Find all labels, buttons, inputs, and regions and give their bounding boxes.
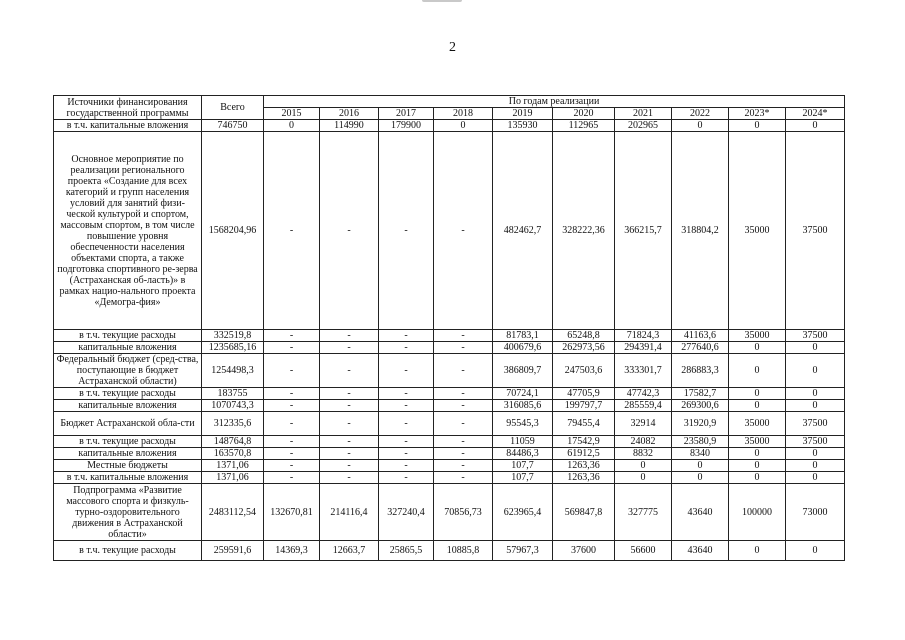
year-value: - [320,472,379,484]
row-label: Подпрограмма «Развитие массового спорта и физкуль-турно-оздоровительного движения в Астраханской области» [54,484,202,541]
header-year: 2015 [264,108,320,120]
year-value: - [320,330,379,342]
year-value: 0 [729,448,786,460]
year-value: 107,7 [493,460,553,472]
row-total: 1070743,3 [202,400,264,412]
year-value: - [379,388,434,400]
year-value: - [320,400,379,412]
header-year: 2016 [320,108,379,120]
year-value: 0 [786,400,845,412]
year-value: 0 [615,460,672,472]
year-value: 386809,7 [493,354,553,388]
year-value: 114990 [320,120,379,132]
year-value: 24082 [615,436,672,448]
row-total: 1371,06 [202,460,264,472]
year-value: 199797,7 [553,400,615,412]
year-value: - [434,354,493,388]
year-value: 0 [786,472,845,484]
year-value: - [379,460,434,472]
year-value: 61912,5 [553,448,615,460]
year-value: 0 [729,541,786,561]
row-total: 312335,6 [202,412,264,436]
year-value: 623965,4 [493,484,553,541]
table-row [54,436,845,448]
year-value: 400679,6 [493,342,553,354]
year-value: 37500 [786,132,845,330]
year-value: 0 [672,472,729,484]
year-value: 247503,6 [553,354,615,388]
year-value: 0 [729,460,786,472]
year-value: 328222,36 [553,132,615,330]
table-row [54,342,845,354]
year-value: - [320,132,379,330]
year-value: 107,7 [493,472,553,484]
row-total: 183755 [202,388,264,400]
year-value: 366215,7 [615,132,672,330]
year-value: - [320,354,379,388]
year-value: 327775 [615,484,672,541]
header-year: 2020 [553,108,615,120]
header-year: 2018 [434,108,493,120]
row-label: в т.ч. текущие расходы [54,541,202,561]
year-value: 0 [729,120,786,132]
year-value: 14369,3 [264,541,320,561]
page-number: 2 [449,40,456,55]
year-value: 316085,6 [493,400,553,412]
year-value: - [264,388,320,400]
financing-table [53,95,845,561]
row-total: 1371,06 [202,472,264,484]
year-value: 37500 [786,436,845,448]
table-row [54,460,845,472]
header-year: 2024* [786,108,845,120]
year-value: - [320,342,379,354]
year-value: 84486,3 [493,448,553,460]
year-value: 0 [786,448,845,460]
row-total: 2483112,54 [202,484,264,541]
year-value: 70856,73 [434,484,493,541]
year-value: 10885,8 [434,541,493,561]
row-label: Бюджет Астраханской обла-сти [54,412,202,436]
year-value: 100000 [729,484,786,541]
table-row [54,541,845,561]
row-total: 259591,6 [202,541,264,561]
year-value: 57967,3 [493,541,553,561]
year-value: - [264,342,320,354]
row-label: в т.ч. капитальные вложения [54,120,202,132]
year-value: - [320,388,379,400]
row-total: 1254498,3 [202,354,264,388]
year-value: 0 [786,460,845,472]
year-value: - [434,412,493,436]
year-value: 37500 [786,412,845,436]
table-row [54,400,845,412]
year-value: 95545,3 [493,412,553,436]
year-value: - [379,400,434,412]
year-value: 0 [615,472,672,484]
year-value: 179900 [379,120,434,132]
year-value: 47742,3 [615,388,672,400]
year-value: 269300,6 [672,400,729,412]
header-year: 2022 [672,108,729,120]
year-value: 0 [786,541,845,561]
year-value: 17542,9 [553,436,615,448]
year-value: 0 [786,354,845,388]
row-label: в т.ч. капитальные вложения [54,472,202,484]
year-value: 12663,7 [320,541,379,561]
year-value: - [320,448,379,460]
year-value: - [379,354,434,388]
year-value: - [320,460,379,472]
year-value: - [379,436,434,448]
year-value: 65248,8 [553,330,615,342]
year-value: 71824,3 [615,330,672,342]
year-value: 0 [729,400,786,412]
year-value: - [264,132,320,330]
year-value: 262973,56 [553,342,615,354]
year-value: 1263,36 [553,472,615,484]
year-value: 31920,9 [672,412,729,436]
year-value: - [320,436,379,448]
year-value: - [264,472,320,484]
year-value: 17582,7 [672,388,729,400]
year-value: - [379,330,434,342]
row-total: 148764,8 [202,436,264,448]
year-value: 294391,4 [615,342,672,354]
header-year: 2017 [379,108,434,120]
header-year: 2019 [493,108,553,120]
year-value: - [379,342,434,354]
year-value: 47705,9 [553,388,615,400]
year-value: 482462,7 [493,132,553,330]
year-value: - [434,436,493,448]
table-row [54,472,845,484]
table-row [54,354,845,388]
header-year: 2023* [729,108,786,120]
row-label: в т.ч. текущие расходы [54,388,202,400]
row-total: 332519,8 [202,330,264,342]
year-value: 0 [786,120,845,132]
year-value: - [434,472,493,484]
header-total: Всего [202,96,264,120]
year-value: 11059 [493,436,553,448]
year-value: 0 [729,388,786,400]
year-value: - [434,460,493,472]
year-value: - [320,412,379,436]
year-value: 327240,4 [379,484,434,541]
year-value: 70724,1 [493,388,553,400]
row-label: капитальные вложения [54,400,202,412]
year-value: 37500 [786,330,845,342]
year-value: 8340 [672,448,729,460]
row-total: 1235685,16 [202,342,264,354]
row-label: капитальные вложения [54,448,202,460]
year-value: 35000 [729,330,786,342]
year-value: - [264,448,320,460]
year-value: 1263,36 [553,460,615,472]
scan-smudge [422,0,462,2]
year-value: 318804,2 [672,132,729,330]
year-value: 43640 [672,541,729,561]
row-label: Федеральный бюджет (сред-ства, поступающие в бюджет Астраханской области) [54,354,202,388]
year-value: - [264,354,320,388]
header-year: 2021 [615,108,672,120]
year-value: 286883,3 [672,354,729,388]
row-total: 163570,8 [202,448,264,460]
year-value: - [434,400,493,412]
year-value: 8832 [615,448,672,460]
year-value: 0 [264,120,320,132]
year-value: - [264,400,320,412]
year-value: 56600 [615,541,672,561]
year-value: 37600 [553,541,615,561]
table-header-row [54,96,845,108]
year-value: 23580,9 [672,436,729,448]
year-value: 0 [729,472,786,484]
year-value: 32914 [615,412,672,436]
year-value: 569847,8 [553,484,615,541]
year-value: 0 [786,342,845,354]
year-value: 0 [786,388,845,400]
year-value: - [434,388,493,400]
year-value: 43640 [672,484,729,541]
year-value: 0 [729,342,786,354]
header-source: Источники финансирования государственной программы [54,96,202,120]
year-value: 41163,6 [672,330,729,342]
year-value: - [264,330,320,342]
year-value: - [434,342,493,354]
year-value: - [379,472,434,484]
header-years-group: По годам реализации [264,96,845,108]
table-row [54,132,845,330]
table-row [54,388,845,400]
year-value: 112965 [553,120,615,132]
year-value: 81783,1 [493,330,553,342]
year-value: - [379,132,434,330]
year-value: - [264,436,320,448]
year-value: 35000 [729,436,786,448]
row-label: Местные бюджеты [54,460,202,472]
year-value: 0 [434,120,493,132]
table-row [54,330,845,342]
row-label: Основное мероприятие по реализации регионального проекта «Создание для всех категорий и групп населения условий для занятий физи-ческой культурой и спортом, массовым спортом, в том числе повышение уровня обеспеченности населения объектами спорта, а также подготовка спортивного ре-зерва (Астраханская об-ласть)» в рамках нацио-нального проекта «Демогра-фия» [54,132,202,330]
year-value: 0 [672,120,729,132]
table-row [54,448,845,460]
year-value: - [434,448,493,460]
year-value: 73000 [786,484,845,541]
row-label: капитальные вложения [54,342,202,354]
year-value: 333301,7 [615,354,672,388]
year-value: - [434,132,493,330]
year-value: 35000 [729,412,786,436]
year-value: - [434,330,493,342]
year-value: - [264,460,320,472]
year-value: - [379,448,434,460]
year-value: 214116,4 [320,484,379,541]
year-value: - [264,412,320,436]
year-value: 35000 [729,132,786,330]
year-value: - [379,412,434,436]
year-value: 0 [672,460,729,472]
row-total: 746750 [202,120,264,132]
year-value: 285559,4 [615,400,672,412]
year-value: 135930 [493,120,553,132]
row-label: в т.ч. текущие расходы [54,330,202,342]
row-total: 1568204,96 [202,132,264,330]
row-label: в т.ч. текущие расходы [54,436,202,448]
table-row [54,484,845,541]
year-value: 132670,81 [264,484,320,541]
year-value: 277640,6 [672,342,729,354]
table-row [54,120,845,132]
year-value: 0 [729,354,786,388]
year-value: 202965 [615,120,672,132]
year-value: 25865,5 [379,541,434,561]
year-value: 79455,4 [553,412,615,436]
table-row [54,412,845,436]
